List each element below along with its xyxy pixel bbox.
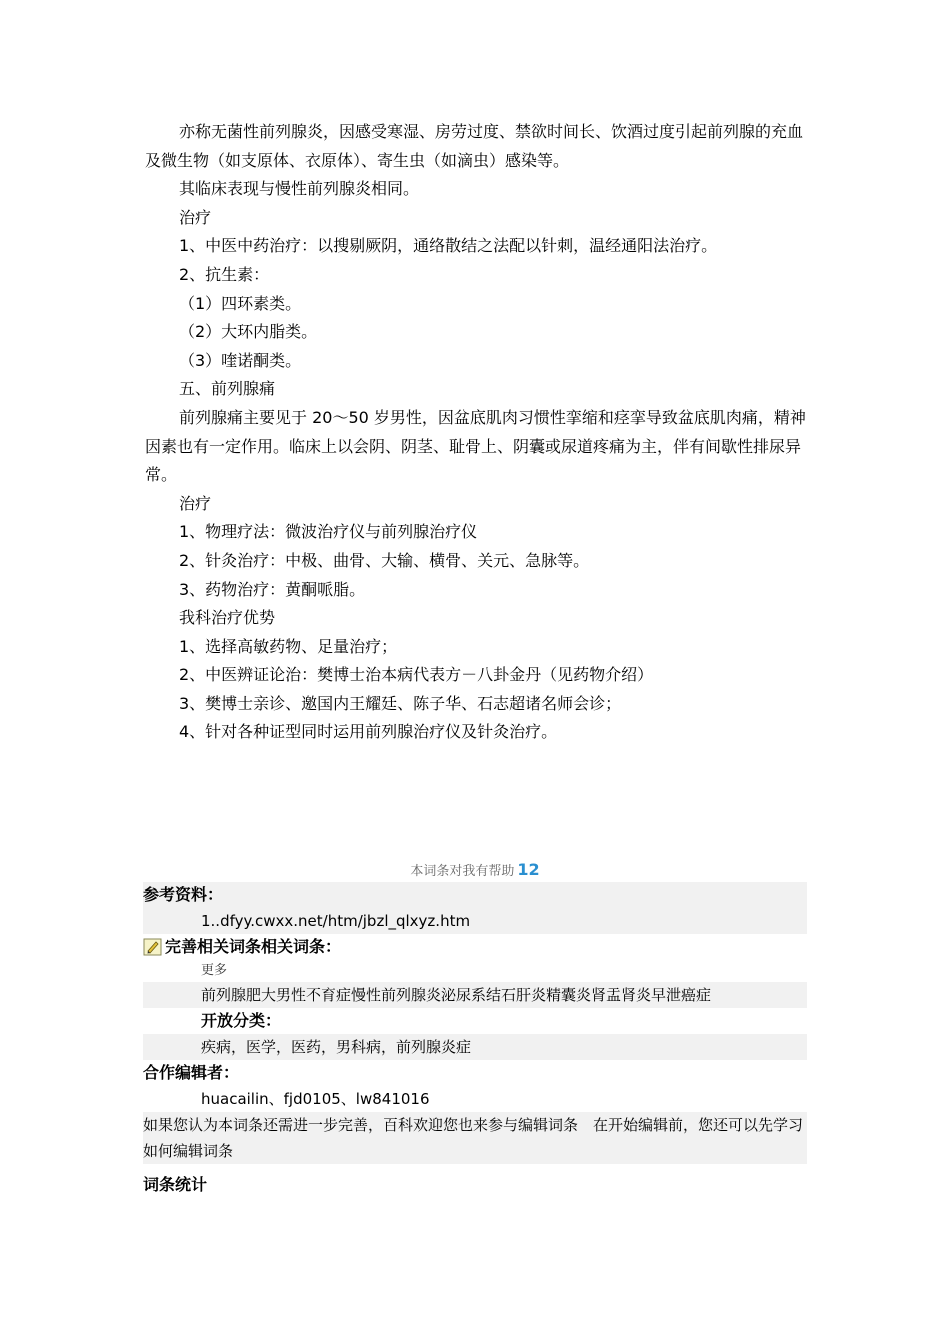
edit-invitation[interactable]: 如果您认为本词条还需进一步完善，百科欢迎您也来参与编辑词条 在开始编辑前，您还可以先学习如何编辑词条: [143, 1116, 804, 1160]
list-item: （3）喹诺酮类。: [179, 350, 302, 370]
paragraph: 亦称无菌性前列腺炎，因感受寒湿、房劳过度、禁欲时间长、饮酒过度引起前列腺的充血及微生物（如支原体、衣原体）、寄生虫（如滴虫）感染等。: [145, 122, 804, 170]
edit-icon[interactable]: [143, 938, 163, 956]
list-item: 1、物理疗法：微波治疗仪与前列腺治疗仪: [179, 522, 478, 542]
list-item: 3、樊博士亲诊、邀国内王耀廷、陈子华、石志超诸名师会诊；: [179, 693, 622, 713]
section-heading: 治疗: [179, 493, 212, 513]
references-title: 参考资料：: [143, 885, 224, 904]
editor-list[interactable]: huacailin、fjd0105、lw841016: [201, 1090, 430, 1108]
category-list[interactable]: 疾病，医学，医药，男科病，前列腺炎症: [201, 1038, 472, 1056]
list-item: 1、选择高敏药物、足量治疗；: [179, 636, 398, 656]
list-item: 1、中医中药治疗：以搜剔厥阴，通络散结之法配以针刺，温经通阳法治疗。: [179, 236, 718, 256]
paragraph: 其临床表现与慢性前列腺炎相同。: [179, 179, 420, 199]
related-terms[interactable]: 前列腺肥大男性不育症慢性前列腺炎泌尿系结石肝炎精囊炎肾盂肾炎早泄癌症: [201, 986, 712, 1004]
list-item: 4、针对各种证型同时运用前列腺治疗仪及针灸治疗。: [179, 722, 558, 742]
reference-link[interactable]: 1..dfyy.cwxx.net/htm/jbzl_qlxyz.htm: [201, 912, 471, 930]
stats-title: 词条统计: [143, 1175, 208, 1194]
list-item: （1）四环素类。: [179, 293, 302, 313]
helpful-vote[interactable]: [143, 858, 807, 882]
paragraph: 前列腺痛主要见于 20～50 岁男性，因盆底肌肉习惯性挛缩和痉挛导致盆底肌肉痛，精神因素也有一定作用。临床上以会阴、阴茎、耻骨上、阴囊或尿道疼痛为主，伴有间歇性排尿异常。: [145, 407, 806, 485]
more-link[interactable]: 更多: [201, 963, 228, 978]
list-item: 2、针灸治疗：中极、曲骨、大输、横骨、关元、急脉等。: [179, 550, 590, 570]
list-item: （2）大环内脂类。: [179, 322, 318, 342]
category-title: 开放分类：: [201, 1011, 282, 1030]
list-item: 2、中医辨证论治：樊博士治本病代表方－八卦金丹（见药物介绍）: [179, 665, 654, 685]
list-item: 3、药物治疗：黄酮哌脂。: [179, 579, 366, 599]
section-heading: 治疗: [179, 207, 212, 227]
section-heading: 五、前列腺痛: [179, 379, 276, 399]
helpful-label[interactable]: 本词条对我有帮助: [410, 864, 515, 879]
section-heading: 我科治疗优势: [179, 608, 276, 628]
editors-title: 合作编辑者：: [143, 1063, 240, 1082]
related-section-header: [143, 934, 807, 960]
list-item: 2、抗生素：: [179, 264, 270, 284]
references-section: [143, 882, 807, 934]
helpful-count: 12: [517, 860, 540, 879]
article-body: [145, 118, 807, 747]
article-footer: [143, 858, 807, 1198]
related-title: 完善相关词条相关词条：: [165, 937, 342, 956]
